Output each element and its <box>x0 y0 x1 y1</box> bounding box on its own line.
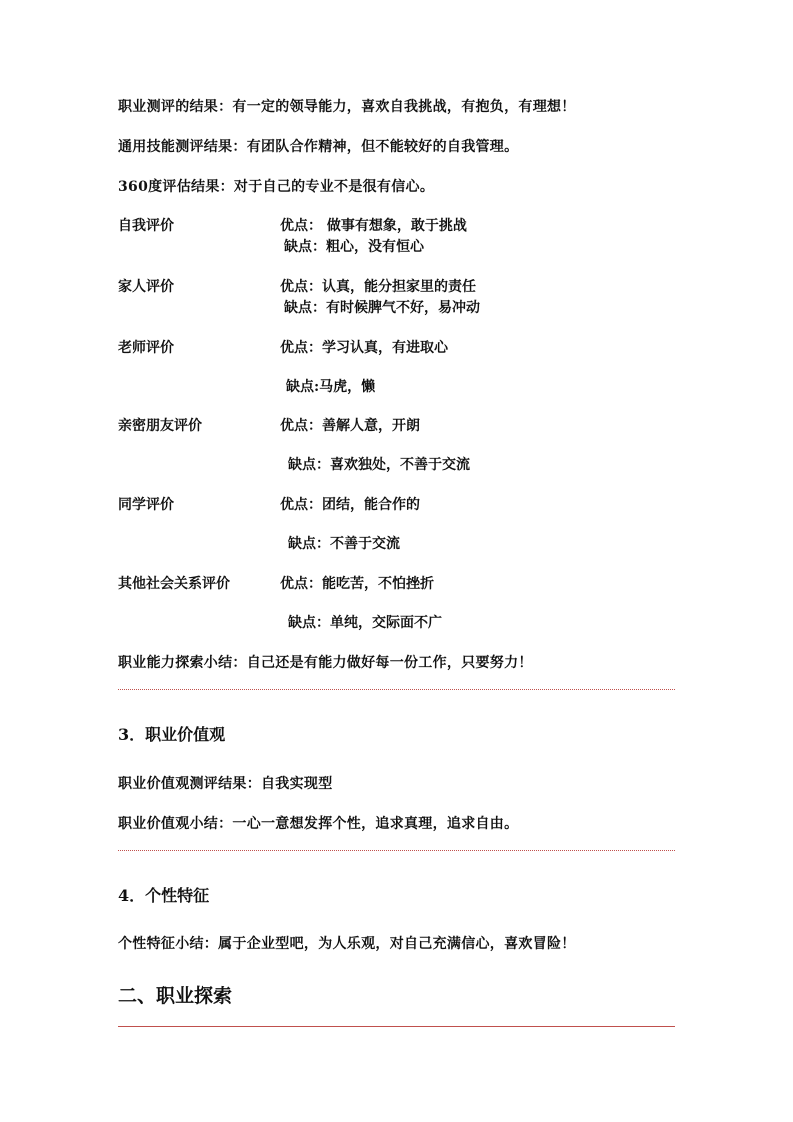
eval-family-cons: 缺点：有时候脾气不好，易冲动 <box>284 300 480 316</box>
ability-summary: 职业能力探索小结：自己还是有能力做好每一份工作，只要努力！ <box>118 655 533 671</box>
eval-self-cons: 缺点：粗心，没有恒心 <box>284 239 424 255</box>
eval-friend-cons: 缺点：喜欢独处，不善于交流 <box>288 457 470 473</box>
eval-friend-label: 亲密朋友评价 <box>118 418 202 434</box>
eval-family-pros: 优点：认真，能分担家里的责任 <box>280 279 476 295</box>
eval-friend-pros: 优点：善解人意，开朗 <box>280 418 420 434</box>
eval-self-label: 自我评价 <box>118 218 174 234</box>
section4-heading: 4．个性特征 <box>118 886 210 905</box>
eval-teacher-cons: 缺点:马虎，懒 <box>286 379 376 395</box>
eval-self-pros: 优点： 做事有想象，敢于挑战 <box>280 218 467 234</box>
eval-family-label: 家人评价 <box>118 279 174 295</box>
divider-solid <box>118 1026 675 1027</box>
values-eval-result: 职业价值观测评结果：自我实现型 <box>118 776 333 792</box>
eval-teacher-pros: 优点：学习认真，有进取心 <box>280 340 448 356</box>
skills-eval-result: 通用技能测评结果：有团队合作精神，但不能较好的自我管理。 <box>118 139 519 155</box>
section3-heading: 3．职业价值观 <box>118 725 226 744</box>
eval-social-cons: 缺点：单纯，交际面不广 <box>288 615 442 631</box>
eval-360-result: 360度评估结果：对于自己的专业不是很有信心。 <box>118 179 435 195</box>
values-summary: 职业价值观小结：一心一意想发挥个性，追求真理，追求自由。 <box>118 816 519 832</box>
eval-classmate-cons: 缺点：不善于交流 <box>288 536 400 552</box>
eval-social-label: 其他社会关系评价 <box>118 576 230 592</box>
section-two-heading: 二、职业探索 <box>118 985 233 1007</box>
divider-dotted <box>118 689 675 690</box>
eval-social-pros: 优点：能吃苦，不怕挫折 <box>280 576 434 592</box>
career-eval-result: 职业测评的结果：有一定的领导能力，喜欢自我挑战，有抱负，有理想！ <box>118 99 576 115</box>
eval-classmate-label: 同学评价 <box>118 497 174 513</box>
eval-classmate-pros: 优点：团结，能合作的 <box>280 497 420 513</box>
eval-teacher-label: 老师评价 <box>118 340 174 356</box>
personality-summary: 个性特征小结：属于企业型吧，为人乐观，对自己充满信心，喜欢冒险！ <box>118 936 576 952</box>
divider-dotted <box>118 850 675 851</box>
